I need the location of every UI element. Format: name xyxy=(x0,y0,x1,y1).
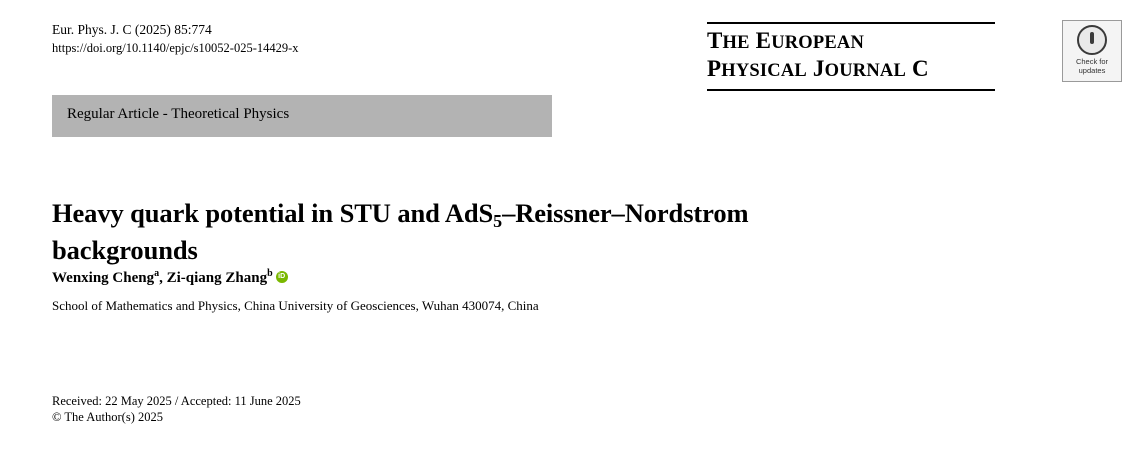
publication-dates xyxy=(52,393,301,425)
author-affiliation-marker-b: b xyxy=(267,268,273,279)
article-type-banner xyxy=(52,95,552,137)
received-accepted-line: Received: 22 May 2025 / Accepted: 11 June 2025 xyxy=(52,394,301,408)
updates-badge-label-2: updates xyxy=(1078,66,1106,75)
author-name-2[interactable]: Zi-qiang Zhang xyxy=(166,270,268,286)
title-line-2: backgrounds xyxy=(52,234,198,265)
masthead-physical-p: P xyxy=(707,56,722,81)
masthead-the-t: T xyxy=(707,28,723,53)
title-part-2: –Reissner–Nordstrom xyxy=(502,197,749,228)
journal-masthead xyxy=(707,22,995,91)
masthead-the-rest: HE xyxy=(722,33,750,53)
author-separator: , xyxy=(159,270,167,286)
check-for-updates-badge[interactable] xyxy=(1062,20,1122,82)
masthead-physical-rest: HYSICAL xyxy=(721,61,807,81)
author-list xyxy=(52,268,288,287)
masthead-journal-j: J xyxy=(812,56,825,81)
masthead-line-1 xyxy=(707,28,995,56)
updates-badge-label-1: Check for xyxy=(1075,57,1109,66)
author-affiliation-marker-a: a xyxy=(154,268,160,279)
orcid-icon[interactable] xyxy=(276,271,288,283)
masthead-journal-letter: C xyxy=(911,56,929,81)
masthead-european-rest: UROPEAN xyxy=(771,33,865,53)
crossmark-icon xyxy=(1077,25,1107,55)
copyright-line: © The Author(s) 2025 xyxy=(52,410,163,424)
affiliation-text: School of Mathematics and Physics, China University of Geosciences, Wuhan 430074, China xyxy=(52,298,539,313)
article-type-label: Regular Article - Theoretical Physics xyxy=(67,106,290,122)
title-subscript: 5 xyxy=(493,210,503,231)
author-name-1[interactable]: Wenxing Cheng xyxy=(52,270,155,286)
journal-reference xyxy=(52,20,299,58)
page-title xyxy=(52,196,1012,267)
title-part-1: Heavy quark potential in STU and AdS xyxy=(52,197,494,228)
page-header xyxy=(52,20,1109,88)
journal-citation: Eur. Phys. J. C (2025) 85:774 xyxy=(52,22,212,37)
doi-link[interactable]: https://doi.org/10.1140/epjc/s10052-025-14429-x xyxy=(52,41,299,55)
masthead-european-e: E xyxy=(755,28,772,53)
masthead-line-2 xyxy=(707,56,995,84)
masthead-journal-rest: OURNAL xyxy=(824,61,906,81)
